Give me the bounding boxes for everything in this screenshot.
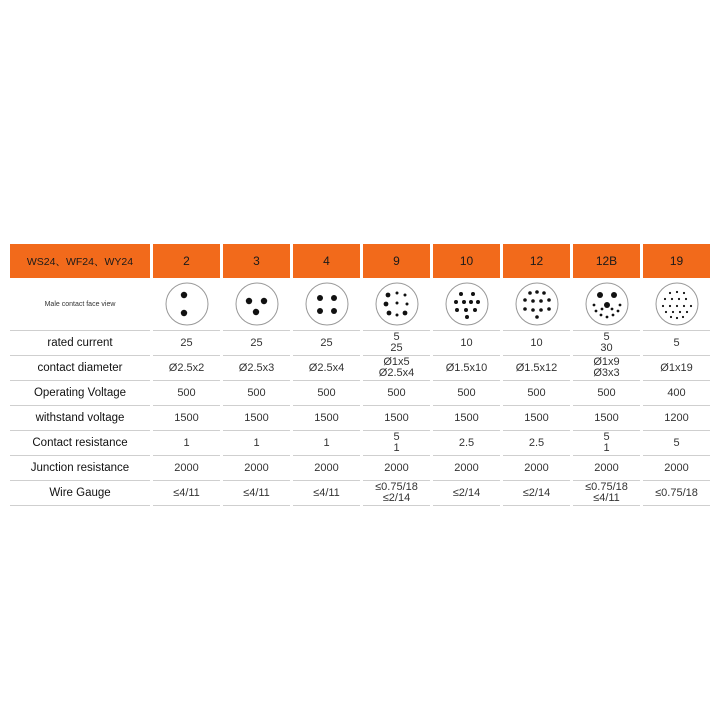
spec-value: 500 — [247, 386, 266, 399]
connector-face-2pin-icon — [164, 281, 210, 327]
spec-value: Ø2.5x4 — [378, 367, 415, 379]
spec-cell — [433, 356, 500, 381]
spec-value: 1500 — [244, 411, 269, 424]
spec-row — [10, 406, 710, 431]
spec-value: Ø2.5x4 — [308, 361, 345, 374]
spec-value: 1 — [323, 436, 330, 449]
spec-value: 25 — [180, 336, 193, 349]
spec-row — [10, 481, 710, 506]
spec-cell — [363, 481, 430, 506]
spec-cell — [433, 406, 500, 431]
connector-spec-table — [7, 244, 713, 506]
spec-value: ≤4/11 — [593, 492, 620, 504]
spec-value: 5 — [393, 331, 400, 343]
face-view-row — [10, 278, 710, 331]
spec-value: 500 — [317, 386, 336, 399]
connector-face-4pin-icon — [304, 281, 350, 327]
spec-cell — [153, 431, 220, 456]
spec-cell — [643, 356, 710, 381]
spec-value: 2.5 — [458, 436, 475, 449]
spec-value: ≤4/11 — [313, 486, 340, 499]
spec-cell — [153, 331, 220, 356]
pin-count-header: 9 — [363, 244, 430, 278]
spec-value: Ø3x3 — [593, 367, 620, 379]
pin-count-header: 3 — [223, 244, 290, 278]
spec-value: 2000 — [174, 461, 199, 474]
face-cell — [153, 278, 220, 331]
spec-cell — [363, 456, 430, 481]
spec-value: Ø1x9 — [593, 356, 620, 368]
spec-cell — [643, 381, 710, 406]
spec-value: 5 — [603, 331, 610, 343]
spec-cell — [573, 406, 640, 431]
spec-value: 2000 — [454, 461, 479, 474]
spec-cell — [573, 431, 640, 456]
spec-value: 30 — [600, 342, 613, 354]
face-cell — [573, 278, 640, 331]
spec-value: 1500 — [384, 411, 409, 424]
spec-value: ≤4/11 — [243, 486, 270, 499]
spec-cell — [293, 456, 360, 481]
spec-cell — [503, 456, 570, 481]
spec-cell — [293, 406, 360, 431]
pin-count-header: 4 — [293, 244, 360, 278]
spec-cell — [223, 381, 290, 406]
spec-cell — [293, 481, 360, 506]
spec-value: 2000 — [384, 461, 409, 474]
spec-row — [10, 331, 710, 356]
spec-cell — [223, 331, 290, 356]
spec-cell — [153, 356, 220, 381]
spec-cell — [293, 431, 360, 456]
spec-value: 500 — [387, 386, 406, 399]
spec-value: 2000 — [664, 461, 689, 474]
spec-value: ≤2/14 — [452, 486, 481, 499]
spec-value: ≤4/11 — [173, 486, 200, 499]
spec-value: 1500 — [594, 411, 619, 424]
spec-value: 2000 — [314, 461, 339, 474]
spec-value: 400 — [667, 386, 686, 399]
spec-value: Ø2.5x2 — [168, 361, 205, 374]
spec-value: 1 — [253, 436, 260, 449]
spec-value: 5 — [673, 436, 680, 449]
face-cell — [293, 278, 360, 331]
spec-value: 1200 — [664, 411, 689, 424]
spec-value: ≤0.75/18 — [585, 481, 628, 493]
spec-cell — [433, 331, 500, 356]
spec-value: 1500 — [314, 411, 339, 424]
spec-cell — [573, 456, 640, 481]
spec-value: 1500 — [524, 411, 549, 424]
connector-face-3pin-icon — [234, 281, 280, 327]
spec-cell — [433, 456, 500, 481]
spec-value: 1 — [183, 436, 190, 449]
series-header: WS24、WF24、WY24 — [10, 244, 150, 278]
spec-row — [10, 431, 710, 456]
spec-value: 500 — [457, 386, 476, 399]
spec-row — [10, 381, 710, 406]
spec-value: ≤2/14 — [382, 492, 411, 504]
connector-face-19pin-icon — [654, 281, 700, 327]
face-cell — [643, 278, 710, 331]
spec-label: rated current — [10, 331, 150, 356]
spec-cell — [153, 456, 220, 481]
spec-cell — [503, 481, 570, 506]
spec-value: 5 — [393, 431, 400, 443]
spec-cell — [503, 431, 570, 456]
spec-value: 500 — [177, 386, 196, 399]
spec-cell — [293, 381, 360, 406]
face-cell — [363, 278, 430, 331]
spec-cell — [503, 331, 570, 356]
spec-cell — [223, 456, 290, 481]
spec-row — [10, 456, 710, 481]
spec-value: ≤2/14 — [522, 486, 551, 499]
spec-cell — [363, 331, 430, 356]
spec-cell — [643, 431, 710, 456]
spec-value: 1500 — [174, 411, 199, 424]
spec-label: Wire Gauge — [10, 481, 150, 506]
spec-value: 10 — [460, 336, 473, 349]
pin-count-header: 2 — [153, 244, 220, 278]
pin-count-header: 19 — [643, 244, 710, 278]
spec-cell — [573, 331, 640, 356]
spec-value: Ø1x19 — [660, 361, 693, 374]
spec-cell — [153, 381, 220, 406]
spec-value: 2.5 — [528, 436, 545, 449]
spec-cell — [643, 481, 710, 506]
face-cell — [433, 278, 500, 331]
spec-value: 1500 — [454, 411, 479, 424]
spec-label: contact diameter — [10, 356, 150, 381]
spec-cell — [643, 456, 710, 481]
spec-cell — [363, 381, 430, 406]
face-view-label: Male contact face view — [10, 278, 150, 331]
pin-count-header: 12 — [503, 244, 570, 278]
spec-cell — [573, 481, 640, 506]
spec-label: Contact resistance — [10, 431, 150, 456]
spec-value: Ø1x5 — [383, 356, 410, 368]
connector-face-12pin-icon — [514, 281, 560, 327]
spec-cell — [363, 431, 430, 456]
connector-face-9pin-icon — [374, 281, 420, 327]
face-cell — [503, 278, 570, 331]
header-row — [10, 244, 710, 278]
spec-cell — [643, 406, 710, 431]
pin-count-header: 12B — [573, 244, 640, 278]
spec-cell — [223, 356, 290, 381]
spec-cell — [223, 406, 290, 431]
spec-value: Ø1.5x12 — [515, 361, 558, 374]
spec-value: 25 — [320, 336, 333, 349]
connector-face-10pin-icon — [444, 281, 490, 327]
spec-value: ≤0.75/18 — [655, 486, 698, 499]
spec-cell — [433, 431, 500, 456]
spec-cell — [503, 406, 570, 431]
spec-cell — [433, 381, 500, 406]
spec-value: 1 — [603, 442, 610, 454]
spec-value: ≤0.75/18 — [375, 481, 418, 493]
spec-cell — [503, 381, 570, 406]
spec-value: 10 — [530, 336, 543, 349]
spec-row — [10, 356, 710, 381]
spec-cell — [573, 381, 640, 406]
spec-value: 5 — [603, 431, 610, 443]
spec-cell — [293, 356, 360, 381]
spec-value: 2000 — [524, 461, 549, 474]
spec-cell — [573, 356, 640, 381]
spec-value: Ø2.5x3 — [238, 361, 275, 374]
spec-value: 500 — [597, 386, 616, 399]
spec-cell — [153, 481, 220, 506]
spec-cell — [363, 356, 430, 381]
spec-label: Junction resistance — [10, 456, 150, 481]
spec-value: 1 — [393, 442, 400, 454]
connector-face-12b-pin-icon — [584, 281, 630, 327]
spec-value: 25 — [250, 336, 263, 349]
spec-rows — [10, 331, 710, 506]
spec-cell — [363, 406, 430, 431]
spec-label: withstand voltage — [10, 406, 150, 431]
spec-cell — [153, 406, 220, 431]
spec-value: 2000 — [594, 461, 619, 474]
spec-cell — [503, 356, 570, 381]
spec-cell — [643, 331, 710, 356]
spec-cell — [433, 481, 500, 506]
spec-value: 25 — [390, 342, 403, 354]
spec-value: 500 — [527, 386, 546, 399]
spec-cell — [293, 331, 360, 356]
pin-count-header: 10 — [433, 244, 500, 278]
face-cell — [223, 278, 290, 331]
spec-value: Ø1.5x10 — [445, 361, 488, 374]
spec-value: 2000 — [244, 461, 269, 474]
spec-value: 5 — [673, 336, 680, 349]
spec-cell — [223, 481, 290, 506]
spec-cell — [223, 431, 290, 456]
spec-label: Operating Voltage — [10, 381, 150, 406]
